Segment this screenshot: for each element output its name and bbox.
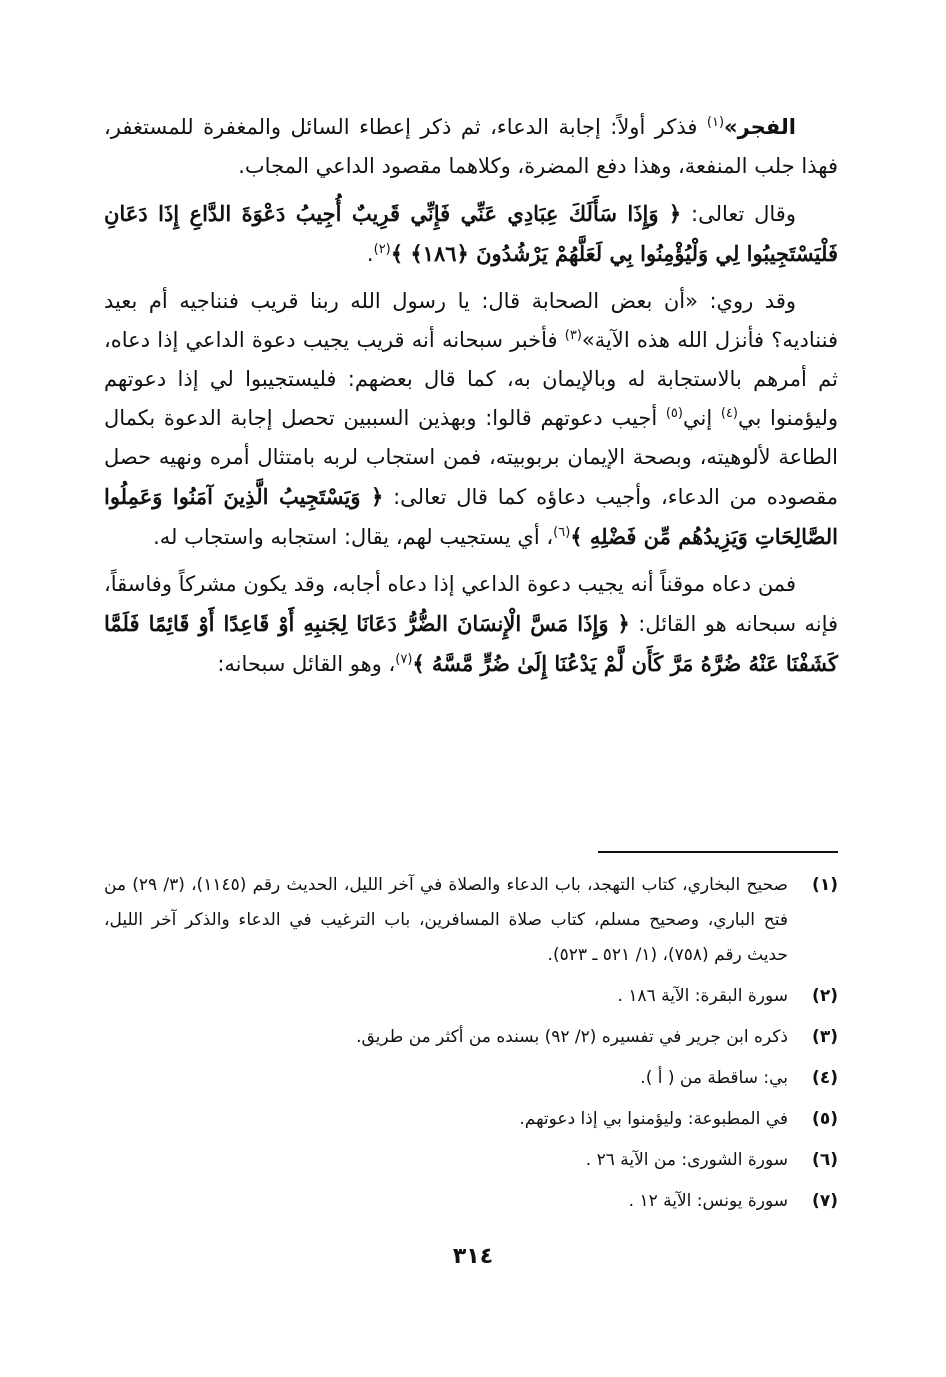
quran-verse: ﴿ وَإِذَا مَسَّ الْإِنسَانَ الضُّرُّ دَعَانَا لِجَنبِهِ أَوْ قَاعِدًا أَوْ قَائِمًا فَلَمَّا كَشَفْنَا عَنْهُ ضُرَّهُ مَرَّ كَأَن لَّمْ يَدْعُنَا إِلَىٰ ضُرٍّ مَّسَّهُ ﴾: [104, 611, 838, 676]
body-text: إني: [682, 406, 721, 430]
footnote-number: (٤): [812, 1068, 838, 1088]
footnote: [104, 1061, 838, 1096]
footnote-number: (٥): [812, 1109, 838, 1129]
page-number: ٣١٤: [452, 1244, 494, 1269]
footnote: [104, 1020, 838, 1055]
footnote: [104, 1143, 838, 1178]
footnote: [104, 868, 838, 973]
footnote-marker: (٧): [395, 652, 413, 667]
footnote: [104, 1184, 838, 1219]
body-text: فمن دعاه موقناً أنه يجيب دعوة الداعي إذا دعاه أجابه، وقد يكون مشركاً وفاسقاً، فإنه سبحانه هو القائل:: [104, 572, 838, 636]
paragraph-2: [104, 194, 838, 274]
footnote-marker: (٦): [553, 525, 571, 540]
footnote-marker: (٢): [373, 242, 391, 257]
body-text: وقد روي: «أن بعض الصحابة قال: يا رسول الله ربنا قريب فنناجيه أم بعيد فنناديه؟ فأنزل الله هذه الآية»: [104, 289, 838, 352]
paragraph-1: [104, 108, 838, 186]
body-text: .: [366, 242, 374, 266]
footnote-text: صحيح البخاري، كتاب التهجد، باب الدعاء والصلاة في آخر الليل، الحديث رقم (١١٤٥)، (٣/ ٢٩) من فتح الباري، وصحيح مسلم، كتاب صلاة المسافرين، باب الترغيب في الدعاء والذكر آخر الليل، حديث رقم (٧٥٨)، (١/ ٥٢١ ـ ٥٢٣).: [104, 875, 788, 965]
footnote: [104, 1102, 838, 1137]
body-text: أجيب دعوتهم قالوا: وبهذين السببين تحصل إجابة الدعوة بكمال الطاعة لألوهيته، وبصحة الإيمان بربوبيته، فمن استجاب لربه بامتثال أمره ونهيه حصل مقصوده من الدعاء، وأجيب دعاؤه كما قال تعالى:: [104, 406, 838, 509]
body-text: ، أي يستجيب لهم، يقال: استجابه واستجاب له.: [153, 525, 554, 549]
paragraph-4: [104, 565, 838, 684]
footnotes-list: [104, 868, 838, 1219]
footnote-text: في المطبوعة: وليؤمنوا بي إذا دعوتهم.: [519, 1109, 788, 1129]
footnote-text: بي: ساقطة من ( أ ).: [640, 1068, 788, 1088]
body-text: فأخبر سبحانه أنه قريب يجيب دعوة الداعي إذا دعاه، ثم أمرهم بالاستجابة له وبالإيمان به، كما قال بعضهم: فليستجيبوا لي إذا دعوتهم وليؤمنوا بي: [104, 328, 838, 430]
main-text: [104, 108, 838, 684]
footnote: [104, 979, 838, 1014]
footnote-number: (١): [812, 875, 838, 895]
footnote-marker: (٥): [665, 406, 683, 421]
footnote-marker: (٤): [720, 406, 738, 421]
footnote-number: (٦): [812, 1150, 838, 1170]
footnote-text: سورة يونس: الآية ١٢ .: [628, 1191, 788, 1211]
footnote-number: (٢): [812, 986, 838, 1006]
footnote-text: ذكره ابن جرير في تفسيره (٢/ ٩٢) بسنده من أكثر من طريق.: [356, 1027, 788, 1047]
quran-verse: ﴿ وَيَسْتَجِيبُ الَّذِينَ آمَنُوا وَعَمِلُوا الصَّالِحَاتِ وَيَزِيدُهُم مِّن فَضْلِهِ ﴾: [104, 484, 838, 549]
footnote-number: (٣): [812, 1027, 838, 1047]
footnote-text: سورة البقرة: الآية ١٨٦ .: [617, 986, 788, 1006]
paragraph-3: [104, 282, 838, 557]
footnote-marker: (١): [706, 115, 725, 130]
footnote-divider: [598, 851, 838, 853]
body-text: فذكر أولاً: إجابة الدعاء، ثم ذكر إعطاء السائل والمغفرة للمستغفر، فهذا جلب المنفعة، وهذا دفع المضرة، وكلاهما مقصود الداعي المجاب.: [104, 115, 838, 178]
footnote-text: سورة الشورى: من الآية ٢٦ .: [585, 1150, 788, 1170]
body-text: وقال تعالى:: [681, 202, 796, 226]
quran-verse: ﴿ وَإِذَا سَأَلَكَ عِبَادِي عَنِّي فَإِنِّي قَرِيبٌ أُجِيبُ دَعْوَةَ الدَّاعِ إِذَا دَعَانِ فَلْيَسْتَجِيبُوا لِي وَلْيُؤْمِنُوا بِي لَعَلَّهُمْ يَرْشُدُونَ ﴿١٨٦﴾ ﴾: [104, 201, 838, 266]
body-text: ، وهو القائل سبحانه:: [217, 652, 396, 676]
footnote-marker: (٣): [564, 328, 582, 343]
footnote-number: (٧): [812, 1191, 838, 1211]
bold-text: الفجر»: [724, 115, 796, 139]
